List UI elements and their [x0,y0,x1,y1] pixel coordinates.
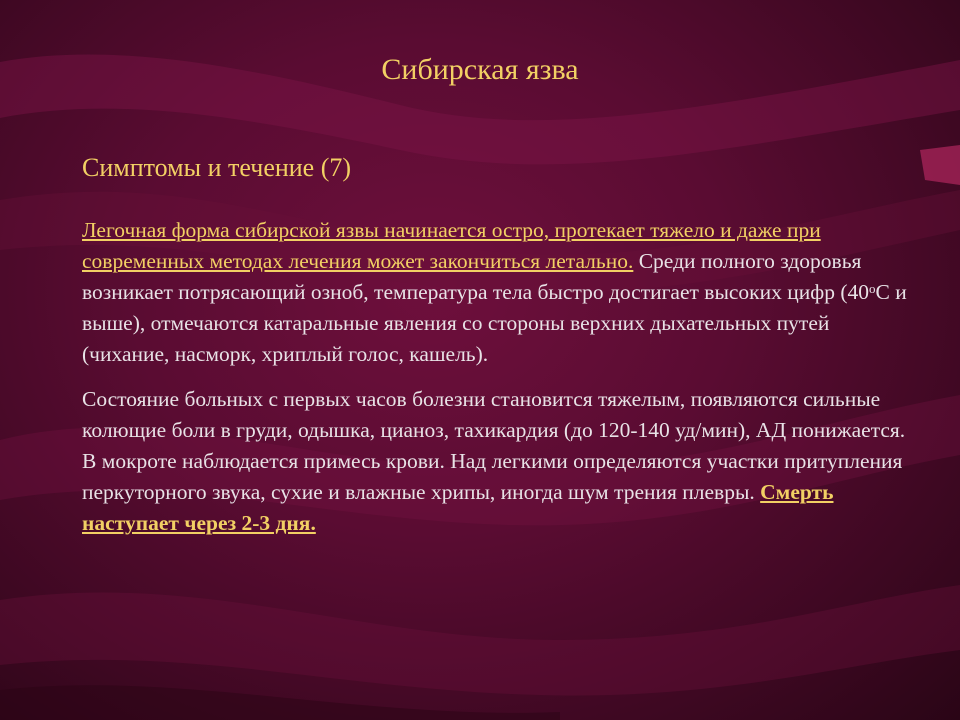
slide-subtitle: Симптомы и течение (7) [82,153,352,182]
paragraph1-text-b: С и выше), отмечаются катаральные явления со стороны верхних дыхательных путей (чихание, насморк, хриплый голос, кашель). [82,280,907,366]
highlight-death-timing: Смерть наступает через 2-3 дня. [82,480,834,535]
highlight-pulmonary-form: Легочная форма сибирской язвы начинается остро, протекает тяжело и даже при современных методах лечения может закончиться летально. [82,218,821,273]
degree-superscript: о [869,281,876,296]
slide-body [82,215,912,553]
slide-title: Сибирская язва [381,53,579,86]
paragraph2-text: Состояние больных с первых часов болезни становится тяжелым, появляются сильные колющие боли в груди, одышка, цианоз, тахикардия (до 120-140 уд/мин), АД понижается. В мокроте наблюдается примесь крови. Над легкими определяются участки притупления перкуторного звука, сухие и влажные хрипы, иногда шум трения плевры. [82,387,906,504]
paragraph1-text-a: Среди полного здоровья возникает потрясающий озноб, температура тела быстро достигает высоких цифр (40 [82,249,869,304]
paragraph-patient-condition [82,384,912,539]
paragraph-pulmonary-form [82,215,912,370]
